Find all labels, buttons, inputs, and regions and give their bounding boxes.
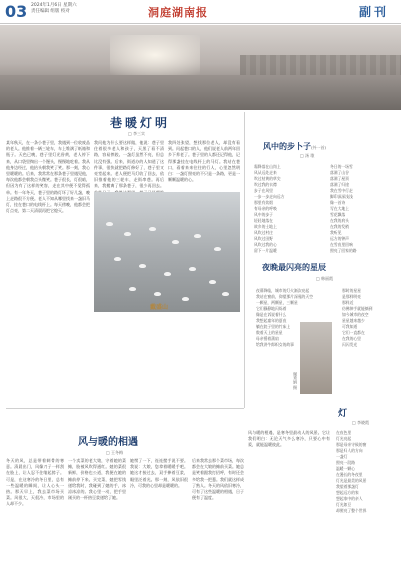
sun-glow [110,35,200,75]
article-title-alley-light: 巷暖灯明 [110,116,171,130]
date-line: 2024年1月6日 星期六 责任编辑 组版 校对 [31,3,77,14]
hero-photo [0,25,401,110]
article-text-alley-col2: 我问他为什么要这样做，他说：巷子里住着很多老人和孩子，天黑了看不清路，容易摔跤。一盏灯虽然不亮，但总比没有强。后来，街道办的人知道了这件事，很快就把路灯修好了，巷子里又亮堂起来。老人便把马灯收了回去，依旧推着他的三轮车，走街串巷。再后来，我搬离了那条巷子，很少再回去。 [94,140,164,189]
byline-wind-warmth: □ 王冬梅 [106,450,124,455]
swans-photo [94,192,240,312]
article-text-warmth-col2: 一个卖菜的老大娘，守着她的菜摊，脸被风吹得通红。她的菜很新鲜，价格也公道，我便在她的摊前停下来。买完菜，她把零钱递给我时，我碰到了她的手，冰凉冰凉的。我心里一动，把手里刚买的一杯热豆浆递给了她。 [68,458,126,501]
poem-light: 在夜色里 灯光亮起 那是母亲守候的窗 那是归人的方向 一盏灯 照亮一段路 温暖一颗心 在漫长的冬夜里 灯光是最美的风景 我望着那盏灯 想起远方的家 想起家中的亲人 灯光如豆 却照亮了整个世界 [336,430,367,513]
poem-night-stars-right: 那时的星星 是那样明亮 那样近 仿佛伸手就能摘到 如今城市的夜空 星星越来越少 可我知道 它们一直都在 在我的心里 闪闪发光 [342,288,373,347]
author-photo [300,322,332,394]
swan [164,272,171,276]
column-divider [244,112,245,408]
article-text-alley-col1: 某年秋天，在一条小巷子里，我遇到一位收废品的老人。他推着一辆三轮车，车上堆满了纸箱和瓶子。天色已晚，巷子里灯光昏黄，老人停下来，从口袋里掏出一个馒头，慢慢地吃着。我从他身边经过，他抬头朝我笑了笑。那一刻，我心里暖暖的。后来，我常常在那条巷子里遇见他，每次他都会朝我点头微笑。巷子很长，灯很暗，但因为有了这样的笑容，走在其中便不觉得孤单。有一年冬天，巷子里的路灯坏了好几盏，晚上走路很不方便。老人不知从哪里找来一盏旧马灯，挂在巷口的电线杆上。每天傍晚，他都会把灯点亮，第二天清晨再把它熄灭。 [6,140,90,214]
byline-light: □ 李晓霞 [352,420,370,425]
swan [182,297,189,301]
section-tag: 副刊 [358,5,389,19]
swan [189,267,196,271]
sea [0,75,401,110]
article-text-alley-col3: 我四处张望，想找那位老人，却没有看到。问起巷口的人，他们说老人前两年回乡下养老了。巷子里的人都还记得他，记得那盏挂在电线杆上的马灯。我站在巷口，看着来来往往的行人，心里忽然明白：一盏灯照亮的不只是一条路，更是一颗颗温暖的心。 [168,140,240,183]
swan [139,264,146,268]
poem-wind-steps-right: 冬日的一场雪 落满了山谷 落满了屋顶 落满了归途 我在雪中行走 脚印深深浅浅 像一首诗 写在大地上 雪花飘落 在我的肩头 在我的发梢 我听见 远方的钟声 在雪夜里回响 照亮了回家的路 [330,164,357,253]
swans-photo-caption: 戴盛山 [150,304,169,311]
swan [149,227,156,231]
swan [209,280,216,284]
byline-wind-steps: □ 汤 歌 [300,153,315,158]
swan [124,232,131,236]
byline-alley-light: □ 李三实 [128,131,146,136]
swan [114,257,121,261]
author-photo-caption: 谢秀娟 摄 [293,372,298,390]
article-title-light: 灯 [338,409,348,419]
paper-name: 洞庭湖南报 [148,6,208,19]
swan [222,292,229,296]
article-text-warmth-col4: 后来我常去那个菜市场，每次都会在大娘的摊前买菜。她总是笑着跟我打招呼，有时还会多给我一把葱。我们就这样成了熟人。冬天的风依旧寒冷，可有了这些温暖的相遇，日子便有了温度。 [192,458,244,501]
swan [214,247,221,251]
swan [129,287,136,291]
poem-night-stars-left: 夜幕降临，城市的灯火渐次亮起 我站在窗前，仰望那片深邃的天空 一颗星，两颗星，三颗星 它们静静地闪烁着 像是在诉说着什么 我想起童年的夏夜 躺在院子里的竹床上 数着天上的星星 母亲摇着蒲扇 给我讲牛郎织女的故事 [256,288,313,347]
article-text-warmth-col1: 冬天的风，总是带着刺骨的寒意。清晨出门，风像刀子一样刮在脸上，让人忍不住缩起脖子。可是，在这寒冷的冬日里，总有一些温暖的瞬间，让人心头一热。那天早上，我去菜市场买菜。风很大，天很冷，市场里的人却不少。 [6,458,64,507]
poem-wind-steps-left: 霜降落在山岗上 风从远处走来 吹过枯黄的草尖 吹过我的衣襟 步子在风里 一步一步走向远方 那里有炊烟 有母亲的呼唤 风中的步子 轻轻地落在 故乡的土地上 风吹过村庄 风吹过田野 风吹过我的心 留下一片温暖 [254,164,285,253]
article-title-wind-warmth: 风与暖的相遇 [78,437,138,448]
byline-night-stars: □ 韩丽霞 [316,276,334,281]
article-text-warmth-col5: 风与暖的相遇，是寒冬里最动人的风景。它让我们明白：无论天气多么寒冷，只要心中有爱，就能温暖彼此。 [248,430,330,448]
article-text-warmth-col3: 她愣了一下，连连摆手说不要。我说：大娘，您拿着暖暖手吧。她这才接过去，双手捧着豆浆，眼里泛着光。那一刻，风依旧很冷，可我的心里却是暖暖的。 [130,458,188,488]
section-divider [6,408,244,409]
swan [172,240,179,244]
swan [194,234,201,238]
swan [154,292,161,296]
masthead [0,0,401,24]
article-title-wind-steps: 风中的步卜子(外一首) [263,141,327,151]
swan [106,222,113,226]
page-number: 03 [5,2,28,21]
article-title-night-stars: 夜晚最闪亮的星辰 [262,262,326,272]
